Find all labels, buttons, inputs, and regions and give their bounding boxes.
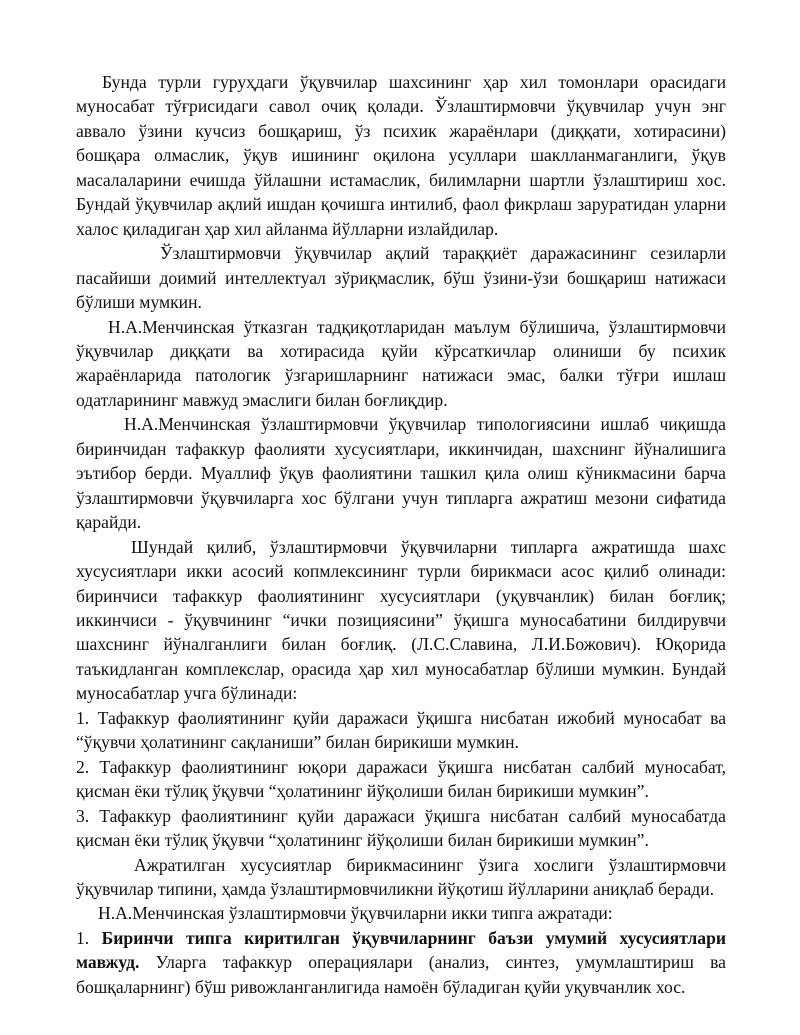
paragraph-6: Ажратилган хусусиятлар бирикмасининг ўзига хослиги ўзлаштирмовчи ўқувчилар типини, ҳамда ўзлаштирмовчиликни йўқотиш йўлларини аниқлаб беради. xyxy=(76,854,726,899)
paragraph-4: Н.А.Менчинская ўзлаштирмовчи ўқувчилар типологиясини ишлаб чиқишда биринчидан тафаккур фаолияти хусусиятлари, иккинчидан, шахснинг йўналишига эътибор берди. Муаллиф ўқув фаолиятини ташкил қила олиш кўникмасини барча ўзлаштирмовчи ўқувчиларга хос бўлгани учун типларга ажратиш мезони сифатида қарайди. xyxy=(76,414,726,533)
paragraph-8-text: Уларга тафаккур операциялари (анализ, синтез, умумлаштириш ва бошқаларнинг) бўш ривожланганлигида намоён бўладиган қуйи уқувчанлик хос. xyxy=(76,952,726,997)
list-item-3: 3. Тафаккур фаолиятининг қуйи даражаси ўқишга нисбатан салбий муносабатда қисман ёки тўлиқ ўқувчи “ҳолатининг йўқолиши билан бирикиши мумкин”. xyxy=(76,805,726,851)
bold-heading: Биринчи типга киритилган ўқувчиларнинг баъзи умумий хусусиятлари мавжуд. xyxy=(76,927,726,973)
paragraph-1: Бунда турли гуруҳдаги ўқувчилар шахсининг ҳар хил томонлари орасидаги муносабат тўғрисидаги савол очиқ қолади. Ўзлаштирмовчи ўқувчилар учун энг аввало ўзини кучсиз бошқариш, ўз психик жараёнлари (диққати, хотирасини) бошқара олмаслик, ўқув ишининг оқилона усуллари шаклланмаганлиги, ўқув масалаларини ечишда ўйлашни истамаслик, билимларни шартли ўзлаштириш хос. Бундай ўқувчилар ақлий ишдан қочишга интилиб, фаол фикрлаш заруратидан уларни халос қиладиган ҳар хил айланма йўлларни излайдилар. xyxy=(76,72,726,239)
paragraph-2: Ўзлаштирмовчи ўқувчилар ақлий тараққиёт даражасининг сезиларли пасайиши доимий интеллектуал зўриқмаслик, бўш ўзини-ўзи бошқариш натижаси бўлиши мумкин. xyxy=(76,243,726,313)
paragraph-8 xyxy=(76,926,726,999)
paragraph-3: Н.А.Менчинская ўтказган тадқиқотларидан маълум бўлишича, ўзлаштирмовчи ўқувчилар диққати ва хотирасида қуйи кўрсаткичлар олиниши бу психик жараёнларида патологик ўзгаришларнинг натижаси эмас, балки тўғри ишлаш одатларининг мавжуд эмаслиги билан боғлиқдир. xyxy=(76,316,726,410)
list-item-2: 2. Тафаккур фаолиятининг юқори даражаси ўқишга нисбатан салбий муносабат, қисман ёки тўлиқ ўқувчи “ҳолатининг йўқолиши билан бирикиши мумкин”. xyxy=(76,756,726,802)
paragraph-5: Шундай қилиб, ўзлаштирмовчи ўқувчиларни типларга ажратишда шахс хусусиятлари икки асосий копмлексининг турли бирикмаси асос қилиб олинади: биринчиси тафаккур фаолиятининг хусусиятлари (уқувчанлик) билан боғлиқ; иккинчиси - ўқувчининг “ички позициясини” ўқишга муносабатини билдирувчи шахснинг йўналганлиги билан боғлиқ. (Л.С.Славина, Л.И.Божович). Юқорида таъкидланган комплекслар, орасида ҳар хил муносабатлар бўлиши мумкин. Бундай муносабатлар учга бўлинади: xyxy=(76,536,726,704)
list-number: 1. xyxy=(76,927,102,948)
paragraph-7: Н.А.Менчинская ўзлаштирмовчи ўқувчиларни икки типга ажратади: xyxy=(98,903,613,924)
list-item-1: 1. Тафаккур фаолиятининг қуйи даражаси ўқишга нисбатан ижобий муносабат ва “ўқувчи ҳолатининг сақланиши” билан бирикиши мумкин. xyxy=(76,707,726,753)
